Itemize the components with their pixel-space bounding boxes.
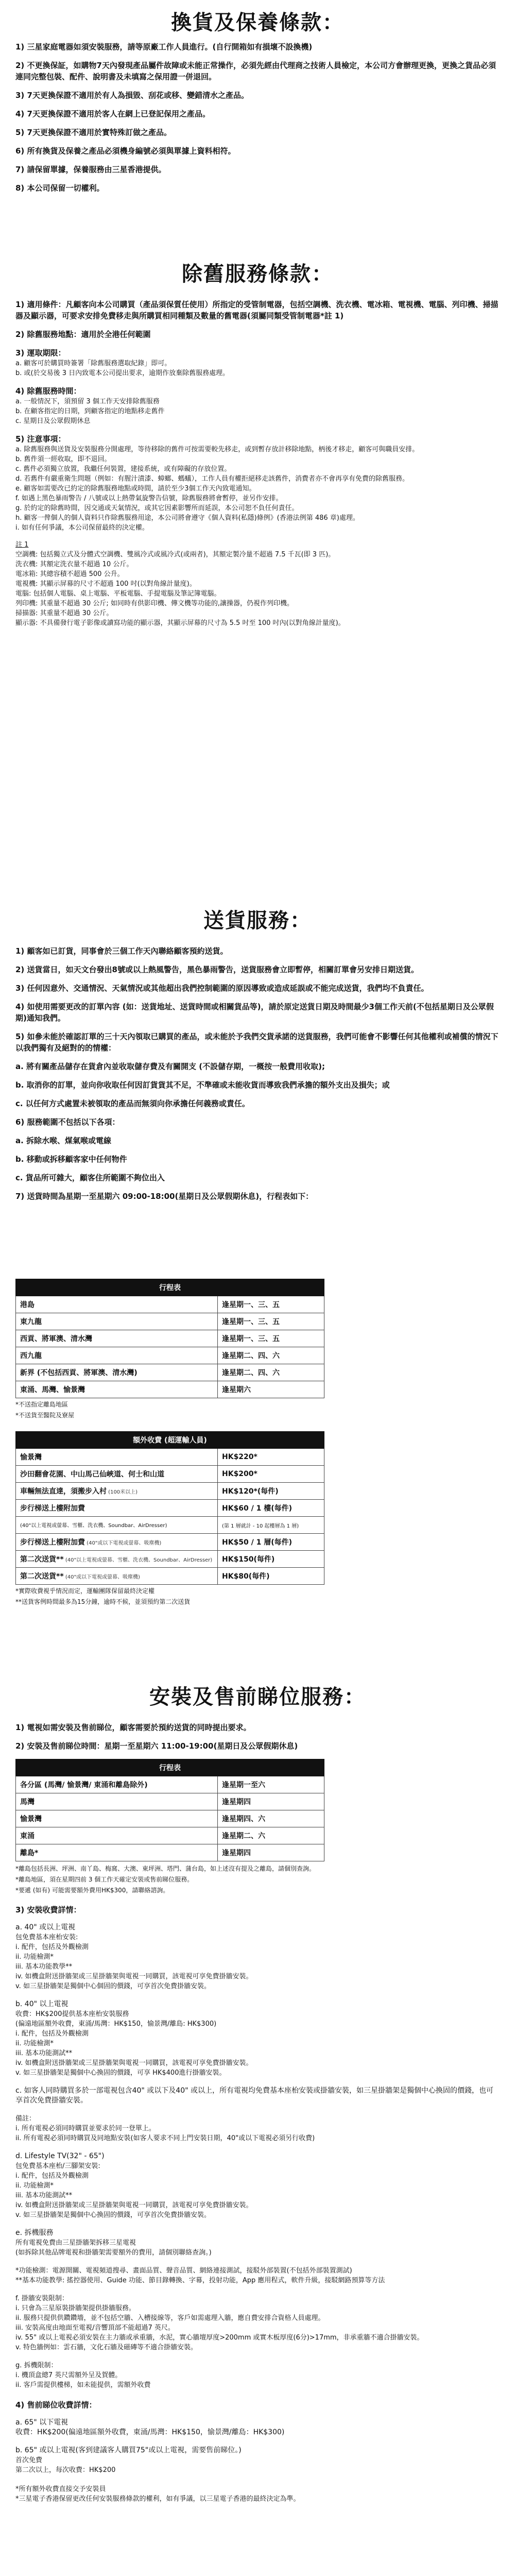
charge-item: 第二次送貨** xyxy=(20,1555,64,1564)
days-cell: 逢星期二、四、六 xyxy=(218,1364,324,1381)
removal-note-line: h. 顧客一俾個人的個人資料只作除舊服務用途，本公司將會遵守《個人資料(私隱)條例》(香港法例第 486 章)處理。 xyxy=(15,514,359,522)
install-d-line: iv. 如機盒附送掛牆架或三星掛牆架與電視一同購買，該電視可享免費掛牆安裝。 xyxy=(15,2201,253,2209)
removal-intro: 1) 適用條件：凡顧客向本公司購買（產品須保質任使用）所指定的受管制電器，包括空調機、洗衣機、電冰箱、電視機、電腦、列印機、掃描器及顯示器，可要求安排免費移走與所購買相同種類及數量的舊電器(須屬同類受管制電器*註 1) xyxy=(15,300,499,320)
install-a-line: ii. 功能檢測* xyxy=(15,1953,54,1961)
install-schedule-note: *離島包括長洲、坪洲、南丫島、梅窩、大澳、東坪洲、塔門、蒲台島，如上述沒有提及之離島，請個別查詢。 xyxy=(15,1865,316,1872)
exchange-term: 8) 本公司保留一切權利。 xyxy=(15,183,105,193)
install-b-line: iv. 如機盒附送掛牆架或三星掛牆架與電視一同購買，該電視可享免費掛牆安裝。 xyxy=(15,2059,253,2067)
install-e-line: (如拆除其他品牌電視和掛牆架需要額外的費用，請個別聯絡查詢。) xyxy=(15,2249,212,2257)
table-row xyxy=(16,1793,324,1810)
install-schedule-header: 行程表 xyxy=(16,1759,324,1776)
removal-footnote-line: 洗衣機: 其額定洗衣量不超過 10 公斤。 xyxy=(15,561,133,568)
table-row xyxy=(16,1517,324,1534)
removal-footnote-line: 空調機: 包括獨立式及分體式空調機、雙風冷式或風冷式(或兩者)，其額定製冷量不超過 7.5 千瓦(即 3 匹)。 xyxy=(15,551,335,558)
table-row xyxy=(16,1330,324,1347)
install-d-line: ii. 功能檢測* xyxy=(15,2182,54,2190)
charge-price-cell: HK$150(每件) xyxy=(218,1551,324,1568)
install-d-title: d. Lifestyle TV(32" - 65") xyxy=(15,2152,105,2160)
install-f-line: ii. 服務只提供供鑽鑽墻，並不包括空牆、入槽接線等，客戶如需處理入牆，應自費安排合資格人員處理。 xyxy=(15,2314,325,2322)
removal-note-line: g. 於約定的除舊時間，因交通或天氣情況，或其它因素影響所而延誤，本公司恕不負任何責任。 xyxy=(15,504,299,512)
days-cell: 逢星期二、六 xyxy=(218,1827,324,1844)
area-cell: 東九龍 xyxy=(16,1313,218,1330)
install-final-note: *所有額外收費直接交予安裝員 xyxy=(15,2485,106,2493)
table-row xyxy=(16,1347,324,1364)
install-b-title: b. 40" 以上電視 xyxy=(15,2000,68,2008)
area-cell: 東涌、馬灣、愉景灣 xyxy=(16,1381,218,1398)
delivery-term: c. 以任何方式處置未被領取的產品而無須向你承擔任何義務或責任。 xyxy=(15,1099,250,1108)
table-row xyxy=(16,1364,324,1381)
table-row xyxy=(16,1466,324,1483)
delivery-term: a. 拆除水喉、煤氣喉或電線 xyxy=(15,1136,112,1145)
table-row xyxy=(16,1313,324,1330)
install-d-line: v. 如三星掛牆架是獨個中心換固的價錢，可享首次免費掛牆安裝。 xyxy=(15,2211,211,2219)
install-b-line: v. 如三星掛牆架是獨個中心換固的價錢，可享 HK$400進行掛牆安裝。 xyxy=(15,2069,226,2077)
install-a-line: i. 配件，包括及外觀檢測 xyxy=(15,1943,89,1951)
table-row xyxy=(16,1500,324,1517)
exchange-term: 3) 7天更換保證不適用於有人為損毀、刮花或移、變錯清水之產品。 xyxy=(15,91,249,100)
extra-charge-header: 額外收費 (超運輸人員) xyxy=(16,1432,324,1449)
removal-deadline-line: b. 或(於交易後 3 日內致電本公司提出要求，逾期作放棄除舊服務處理。 xyxy=(15,369,230,377)
install-final-note: *三星電子香港保留更改任何安裝服務條款的權利，如有爭議，以三星電子香港的最終決定為準。 xyxy=(15,2495,300,2503)
install-terms xyxy=(15,1722,500,2504)
delivery-term: b. 移動或拆移顧客家中任何物件 xyxy=(15,1155,127,1164)
table-row xyxy=(16,1551,324,1568)
table-row xyxy=(16,1827,324,1844)
install-g-line: ii. 客戶需提供樓梯，如未能提供，需額外收費 xyxy=(15,2381,151,2389)
install-p2: 2) 安裝及售前睇位時間：星期一至星期六 11:00-19:00(星期日及公眾假期休息) xyxy=(15,1741,298,1751)
install-remark-line: i. 所有電視必須同時購買並要求於同一登單上。 xyxy=(15,2125,156,2132)
install-a-line: iv. 如機盒附送掛牆架或三星掛牆架與電視一同購買，該電視可享免費掛牆安裝。 xyxy=(15,1973,253,1980)
area-cell: 離島* xyxy=(16,1844,218,1861)
table-row xyxy=(16,1776,324,1793)
charge-item: (40"以上電視或螢幕、雪櫃、洗衣機、Soundbar、AirDresser) xyxy=(20,1523,167,1529)
table-row xyxy=(16,1381,324,1398)
table-row xyxy=(16,1810,324,1827)
removal-note-line: d. 若舊件有嚴重衛生問題（例如：有腥汁漬漆、蟑螂、螞蟻），工作人員有權拒絕移走該舊件，消費者亦不會再享有免費的除舊服務。 xyxy=(15,475,409,483)
charge-price-cell: HK$200* xyxy=(218,1466,324,1483)
charge-item-cell xyxy=(16,1534,218,1551)
delivery-term: 3) 任何因意外、交通情況、天氣情況或其他超出我們控制範圍的原因導致或造成延誤或不能完成送貨，我們均不負責任。 xyxy=(15,984,429,993)
removal-terms xyxy=(15,299,500,628)
table-row xyxy=(16,1568,324,1585)
charge-price-cell: HK$60 / 1 樓(每件) xyxy=(218,1500,324,1517)
delivery-term: 4) 如使用需要更改的訂單內容 (如：送貨地址、送貨時間或相關貨品等)，請於原定送貨日期及時間最少3個工作天前(不包括星期日及公眾假期)通知我們。 xyxy=(15,1002,494,1023)
charge-item-cell xyxy=(16,1517,218,1534)
area-cell: 西貢、將軍澳、清水灣 xyxy=(16,1330,218,1347)
removal-note-line: f. 如遇上黑色暴雨警告 / 八號或以上熱帶氣旋警告信號，除舊服務將會暫停，並另作安排。 xyxy=(15,495,283,502)
exchange-title: 換貨及保養條款： xyxy=(171,11,344,35)
schedule-note: *不送貨至醫院及寮屋 xyxy=(15,1412,75,1419)
schedule-note: *不送指定離島地區 xyxy=(15,1401,68,1408)
table-row xyxy=(16,1844,324,1861)
charge-price-cell: HK$220* xyxy=(218,1449,324,1466)
removal-footnote-line: 列印機: 其重量不超過 30 公斤; 如同時有供影印機、傳文機等功能的,讓操器，仍視作列印機。 xyxy=(15,600,294,607)
removal-footnote-line: 顯示器: 不具備發行電子影像或讀寫功能的顯示器，其顯示屏幕的尺寸為 5.5 吋至 100 吋內(以對角線計量度)。 xyxy=(15,619,345,627)
install-e-title: e. 拆機服務 xyxy=(15,2229,54,2237)
install-b-line: i. 配件，包括及外觀檢測 xyxy=(15,2030,89,2038)
install-c: c. 如客人同時購買多於一部電視包含40" 或以下及40" 或以上，所有電視均免費基本座枱安裝或掛牆安裝，如三星掛牆架是獨個中心換固的價錢，也可享首次免費掛牆安裝。 xyxy=(15,2087,494,2105)
install-p4: 4) 售前睇位收費詳情： xyxy=(15,2400,97,2410)
install-a-line: v. 如三星掛牆架是獨個中心個固的價錢，可享首次免費掛牆安裝。 xyxy=(15,1982,211,1990)
table-row xyxy=(16,1534,324,1551)
area-cell: 各分區 (馬灣/ 愉景灣/ 東涌和離島除外) xyxy=(16,1776,218,1793)
days-cell: 逢星期四、六 xyxy=(218,1810,324,1827)
install-title: 安裝及售前睇位服務： xyxy=(149,1685,366,1709)
delivery-schedule-header: 行程表 xyxy=(16,1279,324,1296)
charge-price-cell: HK$80(每件) xyxy=(218,1568,324,1585)
install-b-line: ii. 功能檢測* xyxy=(15,2040,54,2047)
delivery-term: b. 取消你的訂單，並向你收取任何因訂貨貨其不足，不準確或未能收貨而導致我們承擔的額外支出及損失；或 xyxy=(15,1080,390,1090)
install-remark-title: 備註： xyxy=(15,2115,36,2123)
delivery-term: 7) 送貨時間為星期一至星期六 09:00-18:00(星期日及公眾假期休息)，行程表如下： xyxy=(15,1192,314,1201)
delivery-schedule-table xyxy=(15,1279,324,1398)
install-f-line: v. 特色牆例如：雲石牆，文化石牆及磁磚等不適合掛牆安裝。 xyxy=(15,2344,197,2351)
install-p4-a-line: 收費：HK$200(偏遠地區額外收費，東涌/馬灣：HK$150，愉景灣/離島：HK$300) xyxy=(15,2428,285,2436)
charge-item-cell xyxy=(16,1551,218,1568)
install-f-line: i. 只會為三星原裝掛牆架提供掛牆服務。 xyxy=(15,2304,135,2312)
install-a-line: iii. 基本功能教學** xyxy=(15,1963,73,1971)
table-row xyxy=(16,1483,324,1500)
install-b-line: 收費：HK$200提供基本座枱安裝服務 xyxy=(15,2010,129,2018)
removal-title: 除舊服務條款： xyxy=(182,262,333,286)
removal-time-line: b. 在顧客指定的日期，到顧客指定的地點移走舊件 xyxy=(15,408,165,415)
install-d-line: i. 配件，包括及外觀檢測 xyxy=(15,2172,89,2180)
install-b-line: (偏遠地區額外收費，東涌/馬灣：HK$150，愉景灣/離島: HK$300) xyxy=(15,2020,217,2028)
install-f-title: f. 掛牆安裝限制： xyxy=(15,2295,68,2302)
removal-footnote-line: 電視機: 其顯示屏幕的尺寸不超過 100 吋(以對角線計量度)。 xyxy=(15,580,196,588)
days-cell: 逢星期四 xyxy=(218,1844,324,1861)
days-cell: 逢星期一、三、五 xyxy=(218,1296,324,1313)
charge-item-cell xyxy=(16,1568,218,1585)
charge-item-note: (40"或以下電視或螢幕、吸塵機) xyxy=(63,1574,140,1580)
delivery-title: 送貨服務： xyxy=(203,909,312,933)
delivery-term: a. 將有關產品儲存在貨倉內並收取儲存費及有關開支 (不設儲存期，一概按一般費用收取); xyxy=(15,1062,325,1071)
install-p4-b-title: b. 65" 或以上電視(客到建議客人購買75"或以上電視，需要售前睇位。) xyxy=(15,2446,242,2454)
install-schedule-table xyxy=(15,1759,324,1861)
charge-item-note: (40"以上電視或螢幕、雪櫃、洗衣機、Soundbar、AirDresser) xyxy=(63,1557,213,1563)
table-row xyxy=(16,1449,324,1466)
delivery-term: c. 貨品所可雜大，顧客住所範圍不夠位出入 xyxy=(15,1173,165,1182)
exchange-term: 2) 不更換保証，如購物7天內發現產品屬件故障或未能正常操作，必須先經由代理商之技術人員檢定，本公司方會辦理更換，更換之貨品必須連同完整包裝、配件、說明書及未填寫之保用證一併退回。 xyxy=(15,61,496,81)
removal-footnote-line: 電冰箱: 其總容積不超過 500 公升。 xyxy=(15,570,124,578)
charge-item-cell xyxy=(16,1449,218,1466)
exchange-term: 7) 請保留單據，保養服務由三星香港提供。 xyxy=(15,165,166,174)
install-function-note: *功能檢測：電源開關、電視頻道搜尋、畫面品質、聲音品質、網絡連接測試，接駁外部裝置(不包括外部裝置測試) xyxy=(15,2267,352,2275)
charge-item: 車輛無法直達，須搬步入村 xyxy=(20,1487,107,1496)
area-cell: 港島 xyxy=(16,1296,218,1313)
install-f-line: iii. 安裝高度由地面至電視/音響頂部不能超過7 英尺。 xyxy=(15,2324,175,2332)
exchange-term: 4) 7天更換保證不適用於客人在網上已登記保用之產品。 xyxy=(15,109,210,118)
charge-item-note: (40"或以下電視或螢幕、吸塵機) xyxy=(85,1540,162,1546)
charge-price-cell: (第 1 層就計 - 10 起樓層為 1 層) xyxy=(218,1517,324,1534)
exchange-term: 5) 7天更換保證不適用於實特殊訂做之產品。 xyxy=(15,128,171,137)
install-p4-b-line: 首次免費 xyxy=(15,2456,43,2464)
delivery-terms xyxy=(15,945,500,1209)
install-a-line: 包免費基本座枱安裝: xyxy=(15,1934,78,1941)
delivery-term: 6) 服務範圍不包括以下各項： xyxy=(15,1117,120,1127)
area-cell: 愉景灣 xyxy=(16,1810,218,1827)
days-cell: 逢星期二、四、六 xyxy=(218,1347,324,1364)
charge-item: 第二次送貨** xyxy=(20,1572,64,1581)
removal-note-line: e. 顧客如需要改已約定的除舊服務地點或時間，請於至少3個工作天內致電通知。 xyxy=(15,485,256,493)
install-g-title: g. 拆機限制： xyxy=(15,2362,58,2369)
removal-note-line: i. 如有任何爭議，本公司保留最終的決定權。 xyxy=(15,524,149,532)
table-row xyxy=(16,1296,324,1313)
install-remark-line: ii. 所有電視必須同時購買及同地點安裝(如客人要求不同上門安裝日期，40"或以下電視必須另行收費) xyxy=(15,2134,315,2142)
removal-note-line: c. 舊件必須獨立放置，我繼任何裝置，建接系統，或有障礙的存放位置。 xyxy=(15,465,231,473)
charge-item: 步行梯送上樓附加費 xyxy=(20,1504,85,1513)
extra-charge-note: **送貨客例時間最多為15分鐘，逾時不候，並須預約第二次送貨 xyxy=(15,1598,191,1605)
removal-time-line: a. 一般情況下，須預留 3 個工作天安排除舊服務 xyxy=(15,398,160,405)
install-g-line: i. 機頂盒總7 英尺需額外呈及賀體。 xyxy=(15,2371,122,2379)
days-cell: 逢星期六 xyxy=(218,1381,324,1398)
install-d-line: 包免費基本座枱/三腳架安裝: xyxy=(15,2162,100,2170)
extra-charge-table xyxy=(15,1431,324,1585)
days-cell: 逢星期一、三、五 xyxy=(218,1330,324,1347)
days-cell: 逢星期一至六 xyxy=(218,1776,324,1793)
area-cell: 西九龍 xyxy=(16,1347,218,1364)
charge-item-cell xyxy=(16,1483,218,1500)
install-a-title: a. 40" 或以上電視 xyxy=(15,1923,76,1931)
removal-footnote-line: 掃描器: 其重量不超過 30 公斤。 xyxy=(15,609,113,617)
install-fee-title: 3) 安裝收費詳情： xyxy=(15,1905,81,1914)
days-cell: 逢星期四 xyxy=(218,1793,324,1810)
removal-deadline-line: a. 顧客可於購買時簽署「除舊服務選取紀錄」即可。 xyxy=(15,360,171,367)
install-p4-b-line: 第二次以上，每次收費：HK$200 xyxy=(15,2466,116,2474)
install-p1: 1) 電視如需安裝及售前睇位，顧客需要於預約送貨的同時提出要求。 xyxy=(15,1723,251,1732)
removal-location: 2) 除舊服務地點：適用於全港任何範圍 xyxy=(15,330,151,339)
removal-time-line: c. 星期日及公眾假期休息 xyxy=(15,417,91,425)
area-cell: 馬灣 xyxy=(16,1793,218,1810)
install-schedule-note: *離島地區，須在星期四前 3 個工作天確定安裝或售前睇位服務。 xyxy=(15,1876,194,1883)
charge-item-cell xyxy=(16,1500,218,1517)
delivery-term: 5) 如參未能於確認訂單的三十天內領取已購買的產品，或未能於予我們交貨承諾的送貨服務，我們可能會不影響任何其他權利或補償的情況下以我們獨有及絕對的的情權： xyxy=(15,1032,499,1053)
install-function-note: **基本功能教學: 搖控器使用、Guide 功能、節目錄轉換、字幕，投射功能，App 應用程式，軟件升級，接駁網路預算等方法 xyxy=(15,2277,385,2284)
removal-footnote-title: 註 1 xyxy=(15,541,29,549)
removal-time-title: 4) 除舊服務時間： xyxy=(15,386,81,396)
area-cell: 新界 (不包括西貢、將軍澳、清水灣) xyxy=(16,1364,218,1381)
delivery-term: 1) 顧客如已訂貨，同事會於三個工作天內聯絡顧客預約送貨。 xyxy=(15,946,228,956)
install-d-line: iii. 基本功能測試** xyxy=(15,2192,73,2199)
charge-item: 愉景灣 xyxy=(20,1453,42,1462)
install-schedule-note: *要遞 (如有) 可能需要額外費用HK$300，請聯絡諮詢。 xyxy=(15,1887,169,1894)
extra-charge-note: *實際收費視乎情況而定，運輸團隊保留最終決定權 xyxy=(15,1587,155,1595)
install-p4-a-title: a. 65" 以下電視 xyxy=(15,2418,68,2427)
removal-deadline-title: 3) 運取期限： xyxy=(15,348,66,358)
charge-item-note: (100米以上) xyxy=(107,1489,138,1495)
removal-footnote-line: 電腦: 包括個人電腦、桌上電腦、平板電腦、手提電腦及筆記簿電腦。 xyxy=(15,590,221,598)
charge-item-cell xyxy=(16,1466,218,1483)
delivery-term: 2) 送貨當日，如天文台發出8號或以上熱風警告，黑色暴雨警告，送貨服務會立即暫停，相關訂單會另安排日期送貨。 xyxy=(15,965,419,974)
install-f-line: iv. 55" 或以上電視必須安裝在主力牆或承重牆，水泥，實心牆壇厚度>200mm 或實木板厚度(6分)>17mm，非承重牆不適合掛牆安裝。 xyxy=(15,2334,424,2342)
days-cell: 逢星期一、三、五 xyxy=(218,1313,324,1330)
removal-note-line: b. 舊件須一經收取，即不退回。 xyxy=(15,455,111,463)
exchange-term: 6) 所有換貨及保養之產品必須機身編號必須與單據上資料相符。 xyxy=(15,146,236,156)
exchange-terms xyxy=(15,41,500,201)
exchange-term: 1) 三星家庭電器如須安裝服務，請等原廠工作人員進行。(自行開箱如有損壞不設換機) xyxy=(15,42,313,52)
charge-item: 步行梯送上樓附加費 xyxy=(20,1538,85,1547)
charge-price-cell: HK$120*(每件) xyxy=(218,1483,324,1500)
install-b-line: iii. 基本功能測試** xyxy=(15,2049,73,2057)
install-e-line: 所有電視免費由三星掛牆架拆移三星電視 xyxy=(15,2239,136,2247)
area-cell: 東涌 xyxy=(16,1827,218,1844)
charge-price-cell: HK$50 / 1 層(每件) xyxy=(218,1534,324,1551)
removal-note-line: a. 除舊服務與送貨及安裝服務分開處理，等待移除的舊件可按需要較先移走，或到暫存放計移除地點，柄後才移走，顧客可與職員安排。 xyxy=(15,446,419,453)
charge-item: 沙田翻會花園、中山馬己仙峽道、何士和山道 xyxy=(20,1470,164,1479)
removal-notes-title: 5) 注意事項： xyxy=(15,434,66,444)
